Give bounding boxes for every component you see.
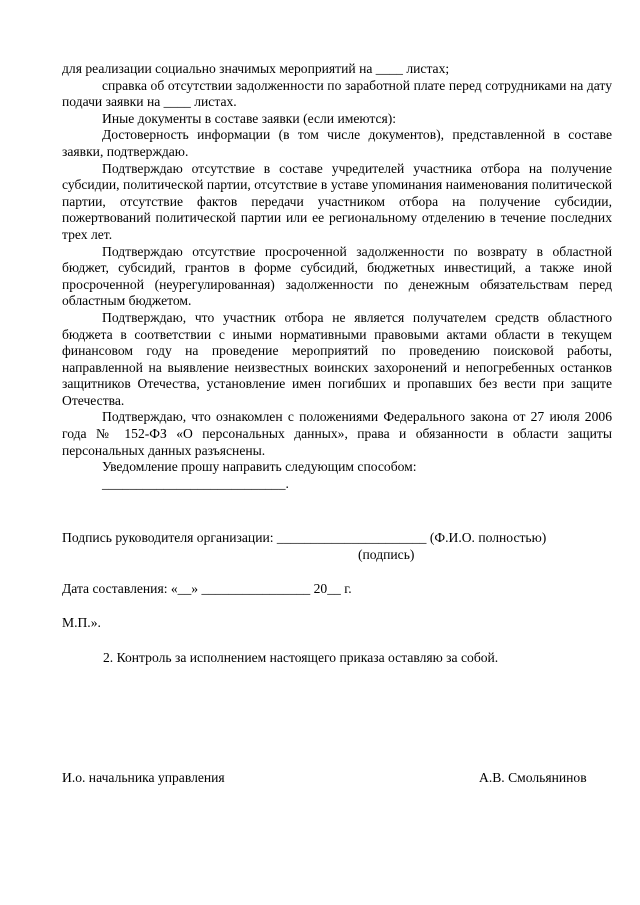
paragraph-9: Уведомление прошу направить следующим способом: xyxy=(102,459,417,475)
paragraph-8: Подтверждаю, что ознакомлен с положениями Федерального закона от 27 июля 2006 года № 152-ФЗ «О персональных данных», права и обязанности в области защиты персональных данных разъяснены. xyxy=(62,409,612,458)
signature-caption: (подпись) xyxy=(358,547,415,562)
paragraph-3: Иные документы в составе заявки (если имеются): xyxy=(102,110,397,126)
paragraph-1: для реализации социально значимых мероприятий на ____ листах; xyxy=(62,61,450,76)
order-item-2: 2. Контроль за исполнением настоящего приказа оставляю за собой. xyxy=(103,650,499,665)
paragraph-6: Подтверждаю отсутствие просроченной задолженности по возврату в областной бюджет, субсидий, грантов в форме субсидий, бюджетных инвестиций, а также иной просроченной (неурегулированная) задолженности по денежным обязательствам перед областным бюджетом. xyxy=(62,243,612,309)
paragraph-7: Подтверждаю, что участник отбора не является получателем средств областного бюджета в соответствии с иными нормативными правовыми актами области в текущем финансовом году на проведение мероприятий по проведению поисковой работы, направленной на выявление неизвестных воинских захоронений и непогребенных останков защитников Отечества, установление имен погибших и пропавших без вести при защите Отечества. xyxy=(62,309,612,408)
paragraph-4: Достоверность информации (в том числе документов), представленной в составе заявки, подтверждаю. xyxy=(62,127,612,159)
signatory-name: А.В. Смольянинов xyxy=(479,770,587,785)
signatory-position: И.о. начальника управления xyxy=(62,770,225,785)
signature-line: Подпись руководителя организации: ______________________ (Ф.И.О. полностью) xyxy=(62,530,547,545)
notification-method-line: ___________________________. xyxy=(102,475,289,491)
paragraph-5: Подтверждаю отсутствие в составе учредителей участника отбора на получение субсидии, политической партии, отсутствие в уставе упоминания наименования политической партии, отсутствие фактов передачи участником отбора на получение субсидии, пожертвований политической партии или ее региональному отделению в течение последних трех лет. xyxy=(62,160,612,242)
date-line: Дата составления: «__» ________________ 20__ г. xyxy=(62,581,352,596)
paragraph-2: справка об отсутствии задолженности по заработной плате перед сотрудниками на дату подачи заявки на ____ листах. xyxy=(62,77,612,110)
application-text-block xyxy=(62,61,612,492)
stamp-mark: М.П.». xyxy=(62,615,101,630)
